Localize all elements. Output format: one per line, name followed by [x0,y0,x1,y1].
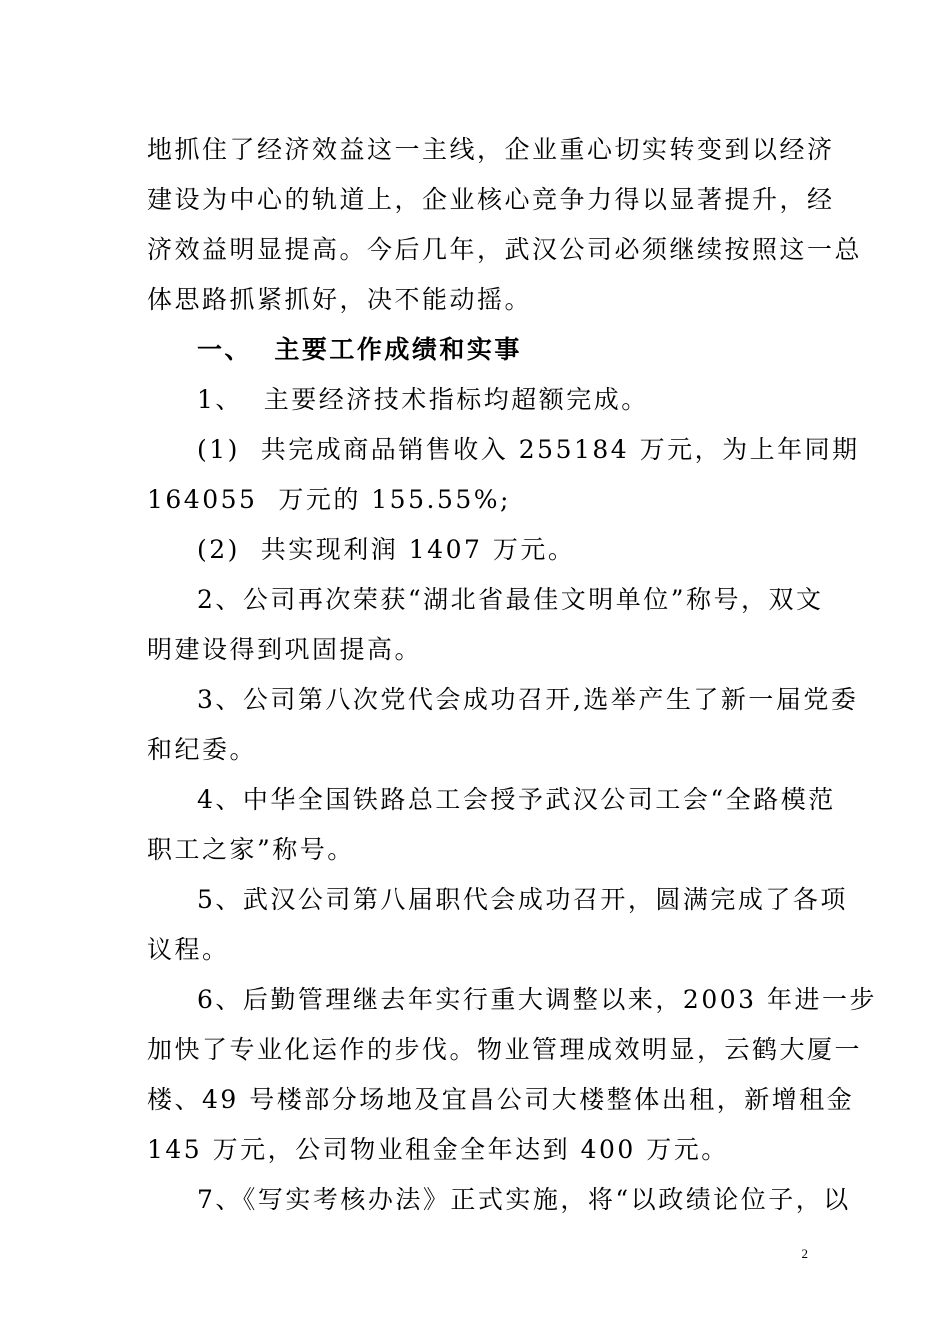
text-line-4: 体思路抓紧抓好，决不能动摇。 [147,285,533,314]
sub-item-1: (1) 共完成商品销售收入 255184 万元，为上年同期 [197,435,860,464]
text-line-1: 地抓住了经济效益这一主线，企业重心切实转变到以经济 [147,135,835,164]
item-5: 5、武汉公司第八届职代会成功召开，圆满完成了各项 [197,885,848,914]
item-2-continued: 明建设得到巩固提高。 [147,635,423,664]
item-4-continued: 职工之家”称号。 [147,835,355,864]
item-3-continued: 和纪委。 [147,735,258,764]
page-number: 2 [801,1246,808,1261]
item-3: 3、公司第八次党代会成功召开,选举产生了新一届党委 [197,685,859,714]
item-7: 7、《写实考核办法》正式实施，将“以政绩论位子，以 [197,1185,851,1214]
item-2: 2、公司再次荣获“湖北省最佳文明单位”称号，双文 [197,585,824,614]
item-6: 6、后勤管理继去年实行重大调整以来，2003 年进一步 [197,985,877,1014]
item-6-continued-2: 楼、49 号楼部分场地及宜昌公司大楼整体出租，新增租金 [147,1085,855,1114]
item-6-continued-1: 加快了专业化运作的步伐。物业管理成效明显，云鹤大厦一 [147,1035,863,1064]
item-4: 4、中华全国铁路总工会授予武汉公司工会“全路模范 [197,785,836,814]
sub-item-1-continued: 164055 万元的 155.55%; [147,485,511,514]
text-line-2: 建设为中心的轨道上，企业核心竞争力得以显著提升，经 [147,185,835,214]
item-1-heading: 1、 主要经济技术指标均超额完成。 [197,385,649,414]
sub-item-2: (2) 共实现利润 1407 万元。 [197,535,576,564]
item-5-continued: 议程。 [147,935,230,964]
item-6-continued-3: 145 万元，公司物业租金全年达到 400 万元。 [147,1135,729,1164]
text-line-3: 济效益明显提高。今后几年，武汉公司必须继续按照这一总 [147,235,863,264]
section-heading: 一、 主要工作成绩和实事 [197,335,522,364]
